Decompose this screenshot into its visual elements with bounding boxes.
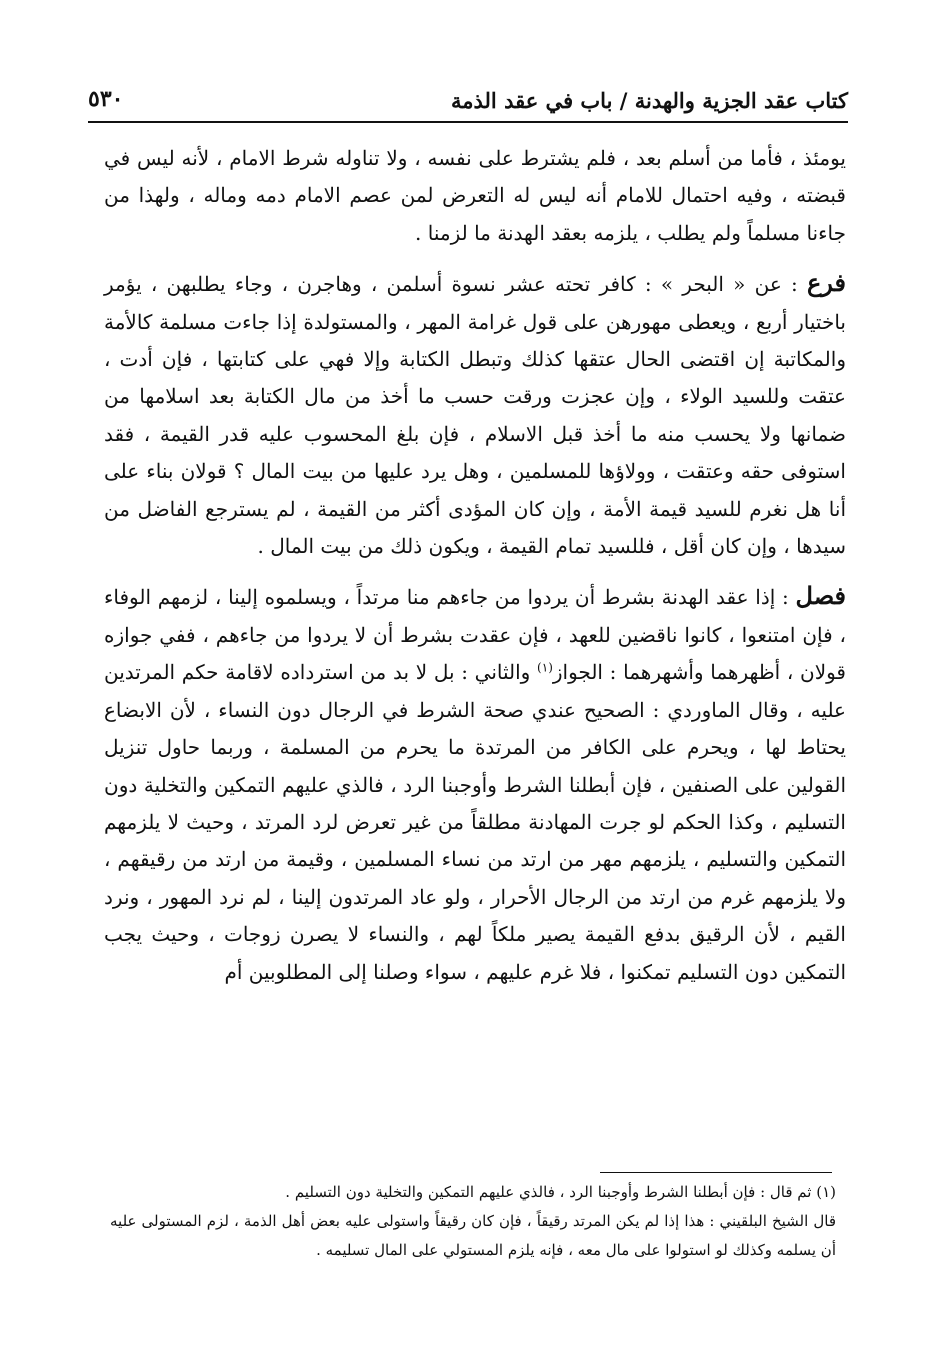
running-header bbox=[88, 82, 848, 122]
footnote-marker: (١) bbox=[537, 660, 553, 675]
paragraph-3 bbox=[104, 577, 846, 990]
footnote-rule bbox=[600, 1172, 832, 1173]
paragraph-3-text-a: : إذا عقد الهدنة بشرط أن يردوا من جاءهم منا مرتداً ، ويسلموه إلينا ، لزمهم الوفاء ، فإن امتنعوا ، كانوا ناقضين للعهد ، فإن عقدت بشرط أن لا يردوا من جاءهم ، ففي جوازه قولان ، أظهرهما وأشهرهما : الجواز bbox=[104, 585, 846, 685]
paragraph-1-text: يومئذ ، فأما من أسلم بعد ، فلم يشترط على نفسه ، ولا تناوله شرط الامام ، لأنه ليس في قبضته ، وفيه احتمال للامام أنه ليس له التعرض لمن عصم الامام دمه وماله ، ولهذا من جاءنا مسلماً ولم يطلب ، يلزمه بعقد الهدنة ما لزمنا . bbox=[104, 146, 846, 245]
header-rule bbox=[88, 121, 848, 123]
footnote-1-line-2: قال الشيخ البلقيني : هذا إذا لم يكن المرتد رقيقاً ، فإن كان رقيقاً واستولى عليه بعض أهل الذمة ، لزم المستولى عليه أن يسلمه وكذلك لو استولوا على مال معه ، فإنه يلزم المستولي على المال تسليمه . bbox=[110, 1212, 836, 1259]
paragraph-3-text-b: والثاني : بل لا بد من استرداده لاقامة حكم المرتدين عليه ، وقال الماوردي : الصحيح عندي صحة الشرط في الرجال دون النساء ، لأن الابضاع يحتاط لها ، ويحرم على الكافر من المرتدة ما يحرم من المسلمة ، وربما حاول تنزيل القولين على الصنفين ، فإن أبطلنا الشرط وأوجبنا الرد ، فالذي عليهم التمكين والتخلية دون التسليم ، وكذا الحكم لو جرت المهادنة مطلقاً من غير تعرض لرد المرتد ، وحيث لا يلزمهم التمكين والتسليم ، يلزمهم مهر من ارتد من نساء المسلمين ، وقيمة من ارتد من رقيقهم ، ولا يلزمهم غرم من ارتد من الرجال الأحرار ، ولو عاد المرتدون إلينا ، لم نرد المهور ، ونرد القيم ، لأن الرقيق بدفع القيمة يصير ملكاً لهم ، والنساء لا يصرن زوجات ، وحيث يجب التمكين دون التسليم تمكنوا ، فلا غرم عليهم ، سواء وصلنا إلى المطلوبين أم bbox=[104, 660, 846, 984]
section-term-far: فرع bbox=[806, 268, 847, 298]
main-text bbox=[104, 140, 846, 1003]
section-term-fasl: فصل bbox=[795, 581, 847, 611]
footnote-1-line-1: (١) ثم قال : فإن أبطلنا الشرط وأوجبنا الرد ، فالذي عليهم التمكين والتخلية دون التسليم . bbox=[285, 1183, 836, 1201]
paragraph-2-text: : عن « البحر » : كافر تحته عشر نسوة أسلمن ، وهاجرن ، وجاء يطلبهن ، يؤمر باختيار أربع ، ويعطى مهورهن على قول غرامة المهر ، والمستولدة إذا جاءت مسلمة كالأمة والمكاتبة إن اقتضى الحال عتقها كذلك وتبطل الكتابة وإلا فهي على كتابتها ، فإن أدت ، عتقت وللسيد الولاء ، وإن عجزت ورقت حسب ما أخذ من مال الكتابة بعد اسلامها من ضمانها ولا يحسب منه ما أخذ قبل الاسلام ، فإن بلغ المحسوب عليه قدر القيمة ، فقد استوفى حقه وعتقت ، وولاؤها للمسلمين ، وهل يرد عليها من بيت المال ؟ قولان بناء على أنا هل نغرم للسيد قيمة الأمة ، وإن كان المؤدى أكثر من القيمة ، لم يسترجع الفاضل من سيدها ، وإن كان أقل ، فللسيد تمام القيمة ، ويكون ذلك من بيت المال . bbox=[104, 272, 846, 559]
paragraph-1 bbox=[104, 140, 846, 252]
paragraph-2 bbox=[104, 264, 846, 565]
footnotes bbox=[110, 1178, 836, 1265]
page-number: ٥٣٠ bbox=[88, 86, 124, 112]
header-title: كتاب عقد الجزية والهدنة / باب في عقد الذمة bbox=[451, 88, 848, 113]
